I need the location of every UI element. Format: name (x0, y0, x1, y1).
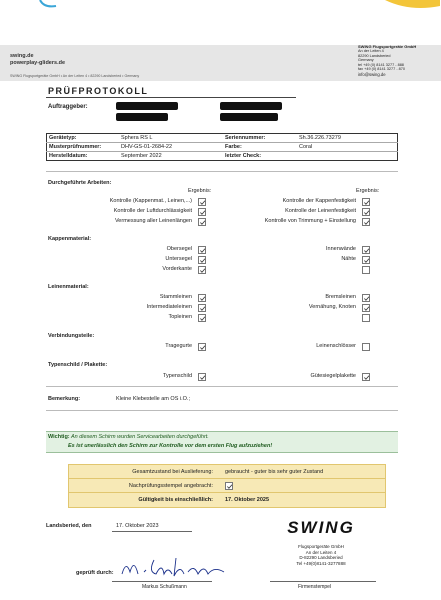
leinen-checkbox[interactable] (198, 304, 206, 312)
checkmark-icon (363, 374, 370, 381)
typen-right-label: Gütesiegelplakette (310, 373, 356, 379)
leinen-right-label: Vernähung, Knoten (308, 304, 356, 310)
stamp-line: Tel +49(0)8141-3277888 (296, 560, 346, 566)
summary-row-divider (68, 492, 386, 493)
leinen-label: Leinenmaterial: (48, 284, 89, 290)
kappen-left-label: Vorderkante (162, 266, 192, 272)
top-right-swing-logo-fragment (370, 0, 441, 14)
stamp-label: Firmenstempel (298, 584, 332, 590)
leinen-checkbox[interactable] (198, 314, 206, 322)
notice-prefix: Wichtig: (48, 434, 70, 440)
arbeit-checkbox[interactable] (198, 198, 206, 206)
arbeit-left-label: Kontrolle (Kappenmat., Leinen,...) (109, 198, 192, 204)
ort-label: Landsberied, den (46, 523, 92, 529)
checkmark-icon (363, 219, 370, 226)
kappen-right-label: Innenwände (326, 246, 356, 252)
checkmark-icon (363, 257, 370, 264)
contact-line: fax +49 (0) 8141 3277 - 870 (358, 67, 405, 72)
verbindung-left-label: Tragegurte (165, 343, 192, 349)
musterpruef-label: Musterprüfnummer: (49, 144, 102, 150)
arbeit-left-label: Vermessung aller Leinenlängen (114, 218, 192, 224)
arbeit-right-label: Kontrolle von Trimmung + Einstellung (264, 218, 356, 224)
bemerkung-value: Kleine Klebestelle am OS i.O.; (116, 396, 190, 402)
checkmark-icon (199, 219, 206, 226)
verbindung-checkbox[interactable] (362, 343, 370, 351)
arbeit-checkbox[interactable] (198, 218, 206, 226)
arbeit-checkbox[interactable] (362, 198, 370, 206)
company-url-1: swing.de (10, 53, 34, 59)
glider-info-table (46, 133, 398, 161)
typen-checkbox[interactable] (362, 373, 370, 381)
herstell-label: Herstelldatum: (49, 153, 88, 159)
leinen-left-label: Intermediateleinen (146, 304, 192, 310)
farbe-label: Farbe: (225, 144, 242, 150)
checkmark-icon (363, 305, 370, 312)
gueltig-label: Gültigkeit bis einschließlich: (138, 497, 213, 503)
farbe-value: Coral (299, 144, 313, 150)
kappen-checkbox[interactable] (198, 266, 206, 274)
title-underline (46, 97, 296, 98)
stamp-line: Flugsportgeräte GmbH (298, 544, 344, 549)
leinen-checkbox[interactable] (198, 294, 206, 302)
arbeit-left-label: Kontrolle der Luftdurchlässigkeit (113, 208, 192, 214)
serien-label: Seriennummer: (225, 135, 266, 141)
arbeit-checkbox[interactable] (362, 208, 370, 216)
stamp-text-block (278, 544, 364, 566)
pruef-label: geprüft durch: (76, 570, 114, 576)
musterpruef-value: DHV-GS-01-2684-22 (121, 144, 173, 150)
checkmark-icon (199, 267, 206, 274)
company-url-2: powerplay-gliders.de (10, 60, 66, 66)
arbeit-checkbox[interactable] (198, 208, 206, 216)
signature-line (112, 581, 212, 582)
typen-label: Typenschild / Plakette: (48, 362, 108, 368)
herstell-value: September 2022 (121, 153, 162, 159)
checkmark-icon (199, 305, 206, 312)
typen-checkbox[interactable] (198, 373, 206, 381)
leinen-left-label: Topleinen (168, 314, 192, 320)
company-contact-block (358, 44, 438, 77)
checkmark-icon (363, 209, 370, 216)
signature (118, 552, 228, 582)
table-row-divider (46, 151, 398, 152)
stamp-line: D-82290 Landsberied (299, 555, 343, 560)
zustand-label: Gesamtzustand bei Auslieferung: (132, 469, 213, 475)
leinen-checkbox[interactable] (362, 314, 370, 322)
contact-line: info@swing.de (358, 71, 386, 77)
arbeit-right-label: Kontrolle der Kappenfestigkeit (282, 198, 356, 204)
checkmark-icon (199, 315, 206, 322)
checkmark-icon (199, 257, 206, 264)
checkmark-icon (199, 247, 206, 254)
kappen-checkbox[interactable] (362, 256, 370, 264)
page-title: PRÜFPROTOKOLL (48, 86, 149, 96)
kappen-left-label: Untersegel (165, 256, 192, 262)
summary-row-divider (68, 478, 386, 479)
summary-box (68, 464, 386, 508)
kappen-right-label: Nähte (341, 256, 356, 262)
top-left-swoosh-graphic (0, 0, 70, 14)
gueltig-value: 17. Oktober 2025 (225, 497, 270, 503)
checkmark-icon (199, 374, 206, 381)
contact-line: SWING Flugsportgeräte GmbH (358, 44, 417, 49)
leinen-checkbox[interactable] (362, 304, 370, 312)
arbeit-checkbox[interactable] (362, 218, 370, 226)
contact-line: Germany (358, 58, 374, 63)
typen-left-label: Typenschild (162, 373, 192, 379)
geraetetyp-label: Gerätetyp: (49, 135, 77, 141)
stempel-checkbox[interactable] (225, 482, 233, 490)
stamp-line-rule (270, 581, 376, 582)
section-divider (46, 410, 398, 411)
notice-line-2: Es ist unerlässlich den Schirm zur Kontrolle vor dem ersten Flug aufzuziehen! (68, 443, 273, 449)
zustand-value: gebraucht - guter bis sehr guter Zustand (225, 469, 324, 475)
stamp-logo-text: SWING (287, 518, 355, 537)
checkmark-icon (199, 295, 206, 302)
service-notice (46, 431, 398, 453)
kappen-checkbox[interactable] (198, 246, 206, 254)
redacted-address (220, 102, 282, 110)
kappen-checkbox[interactable] (198, 256, 206, 264)
verbindung-checkbox[interactable] (198, 343, 206, 351)
checkmark-icon (199, 209, 206, 216)
redacted-name (116, 102, 178, 110)
geraetetyp-value: Sphera RS L (121, 135, 153, 141)
checkmark-icon (363, 199, 370, 206)
leinen-checkbox[interactable] (362, 294, 370, 302)
pruefer-name: Markus Schußmann (142, 584, 187, 590)
datum-value: 17. Oktober 2023 (116, 523, 159, 529)
kappen-left-label: Obersegel (166, 246, 192, 252)
auftraggeber-label: Auftraggeber: (48, 104, 88, 110)
sender-address-strip: SWING Flugsportgeräte GmbH • An der Leiten 4 • 82290 Landsberied • Germany (10, 74, 140, 78)
checkmark-icon (199, 344, 206, 351)
verbindung-right-label: Leinenschlösser (316, 343, 356, 349)
notice-line-1: An diesem Schirm wurden Servicearbeiten durchgeführt. (69, 434, 209, 440)
checkmark-icon (363, 295, 370, 302)
arbeiten-label: Durchgeführte Arbeiten: (48, 180, 112, 186)
contact-line: An der Leiten 4 (358, 49, 384, 53)
redacted-address (220, 113, 278, 121)
contact-line: tel +49 (0) 8141 3277 - 888 (358, 62, 404, 67)
bemerkung-label: Bemerkung: (48, 396, 81, 402)
verbindung-label: Verbindungsteile: (48, 333, 95, 339)
section-divider (46, 171, 398, 172)
checkmark-icon (199, 199, 206, 206)
kappen-label: Kappenmaterial: (48, 236, 92, 242)
check-label: letzter Check: (225, 153, 262, 159)
kappen-checkbox[interactable] (362, 246, 370, 254)
section-divider (46, 386, 398, 387)
ergebnis-label-left: Ergebnis: (188, 188, 212, 194)
signature-graphic (118, 552, 228, 582)
serien-value: Sh.36.226.73279 (299, 135, 341, 141)
leinen-left-label: Stammleinen (159, 294, 192, 300)
kappen-checkbox[interactable] (362, 266, 370, 274)
ergebnis-label-right: Ergebnis: (356, 188, 380, 194)
stempel-label: Nachprüfungsstempel angebracht: (128, 483, 213, 489)
table-row-divider (46, 142, 398, 143)
redacted-name (116, 113, 168, 121)
stamp-swing-logo (278, 518, 364, 538)
checkmark-icon (226, 483, 233, 490)
arbeit-right-label: Kontrolle der Leinenfestigkeit (285, 208, 356, 214)
datum-underline (112, 531, 192, 532)
contact-line: 82290 Landsberied (358, 53, 391, 58)
stamp-line: An der Leiten 4 (305, 549, 337, 555)
checkmark-icon (363, 247, 370, 254)
leinen-right-label: Bremsleinen (325, 294, 356, 300)
